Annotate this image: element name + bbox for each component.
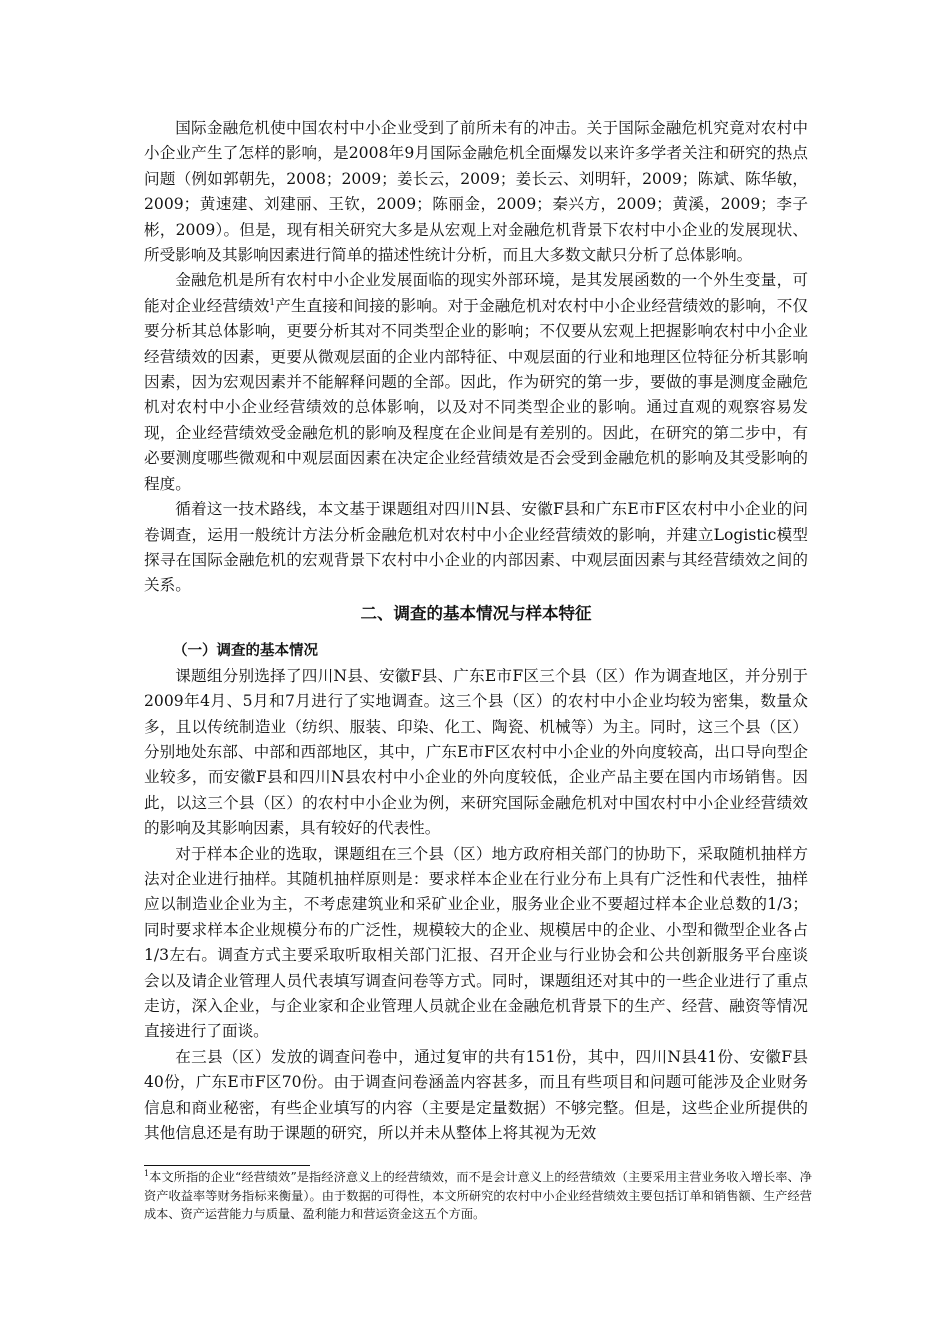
footnote-text: 本文所指的企业“经营绩效”是指经济意义上的经营绩效，而不是会计意义上的经营绩效（主要采用主营业务收入增长率、净资产收益率等财务指标来衡量）。由于数据的可得性，本文所研究的农村中小企业经营绩效主要包括订单和销售额、生产经营成本、资产运营能力与质量、盈利能力和营运资金这五个方面。 [144, 1170, 812, 1221]
footnote-separator [144, 1165, 310, 1166]
footnote [144, 1168, 812, 1224]
paragraph-technical-route: 循着这一技术路线，本文基于课题组对四川N县、安徽F县和广东E市F区农村中小企业的问卷调查，运用一般统计方法分析金融危机对农村中小企业经营绩效的影响，并建立Logistic模型探寻在国际金融危机的宏观背景下农村中小企业的内部因素、中观层面因素与其经营绩效之间的关系。 [144, 500, 808, 595]
section-heading: 二、调查的基本情况与样本特征 [360, 603, 592, 623]
body-text [144, 116, 808, 1146]
paragraph-intro: 国际金融危机使中国农村中小企业受到了前所未有的冲击。关于国际金融危机究竟对农村中小企业产生了怎样的影响，是2008年9月国际金融危机全面爆发以来许多学者关注和研究的热点问题（例如郭朝先，2008；2009；姜长云，2009；姜长云、刘明轩，2009；陈斌、陈华敏，2009；黄速建、刘建丽、王钦，2009；陈丽金，2009；秦兴方，2009；黄溪，2009；李子彬，2009）。但是，现有相关研究大多是从宏观上对金融危机背景下农村中小企业的发展现状、所受影响及其影响因素进行简单的描述性统计分析，而且大多数文献只分析了总体影响。 [144, 119, 808, 265]
footnote-mark: 1 [144, 1168, 150, 1178]
paragraph-survey-regions: 课题组分别选择了四川N县、安徽F县、广东E市F区三个县（区）作为调查地区，并分别于2009年4月、5月和7月进行了实地调查。这三个县（区）的农村中小企业均较为密集，数量众多，且以传统制造业（纺织、服装、印染、化工、陶瓷、机械等）为主。同时，这三个县（区）分别地处东部、中部和西部地区，其中，广东E市F区农村中小企业的外向度较高，出口导向型企业较多，而安徽F县和四川N县农村中小企业的外向度较低，企业产品主要在国内市场销售。因此，以这三个县（区）的农村中小企业为例，来研究国际金融危机对中国农村中小企业经营绩效的影响及其影响因素，具有较好的代表性。 [144, 666, 808, 838]
footnote-reference[interactable]: 1 [269, 297, 276, 308]
paragraph-external-environment [144, 268, 808, 497]
sub-heading: （一）调查的基本情况 [173, 642, 318, 659]
paragraph-sampling: 对于样本企业的选取，课题组在三个县（区）地方政府相关部门的协助下，采取随机抽样方法对企业进行抽样。其随机抽样原则是：要求样本企业在行业分布上具有广泛性和代表性，抽样应以制造业企业为主，不考虑建筑业和采矿业企业，服务业企业不要超过样本企业总数的1/3；同时要求样本企业规模分布的广泛性，规模较大的企业、规模居中的企业、小型和微型企业各占1/3左右。调查方式主要采取听取相关部门汇报、召开企业与行业协会和公共创新服务平台座谈会以及请企业管理人员代表填写调查问卷等方式。同时，课题组还对其中的一些企业进行了重点走访，深入企业，与企业家和企业管理人员就企业在金融危机背景下的生产、经营、融资等情况直接进行了面谈。 [144, 844, 808, 1041]
paragraph-questionnaires: 在三县（区）发放的调查问卷中，通过复审的共有151份，其中，四川N县41份、安徽F县40份，广东E市F区70份。由于调查问卷涵盖内容甚多，而且有些项目和问题可能涉及企业财务信息和商业秘密，有些企业填写的内容（主要是定量数据）不够完整。但是，这些企业所提供的其他信息还是有助于课题的研究，所以并未从整体上将其视为无效 [144, 1047, 808, 1143]
paragraph-text: 金融危机是所有农村中小企业发展面临的现实外部环境，是其发展函数的一个外生变量，可能对企业经营绩效 [144, 271, 808, 315]
paragraph-text: 产生直接和间接的影响。对于金融危机对农村中小企业经营绩效的影响，不仅要分析其总体影响，更要分析其对不同类型企业的影响；不仅要从宏观上把握影响农村中小企业经营绩效的因素，更要从微观层面的企业内部特征、中观层面的行业和地理区位特征分析其影响因素，因为宏观因素并不能解释问题的全部。因此，作为研究的第一步，要做的事是测度金融危机对农村中小企业经营绩效的总体影响，以及对不同类型企业的影响。通过直观的观察容易发现，企业经营绩效受金融危机的影响及程度在企业间是有差别的。因此，在研究的第二步中，有必要测度哪些微观和中观层面因素在决定企业经营绩效是否会受到金融危机的影响及其受影响的程度。 [144, 296, 808, 493]
